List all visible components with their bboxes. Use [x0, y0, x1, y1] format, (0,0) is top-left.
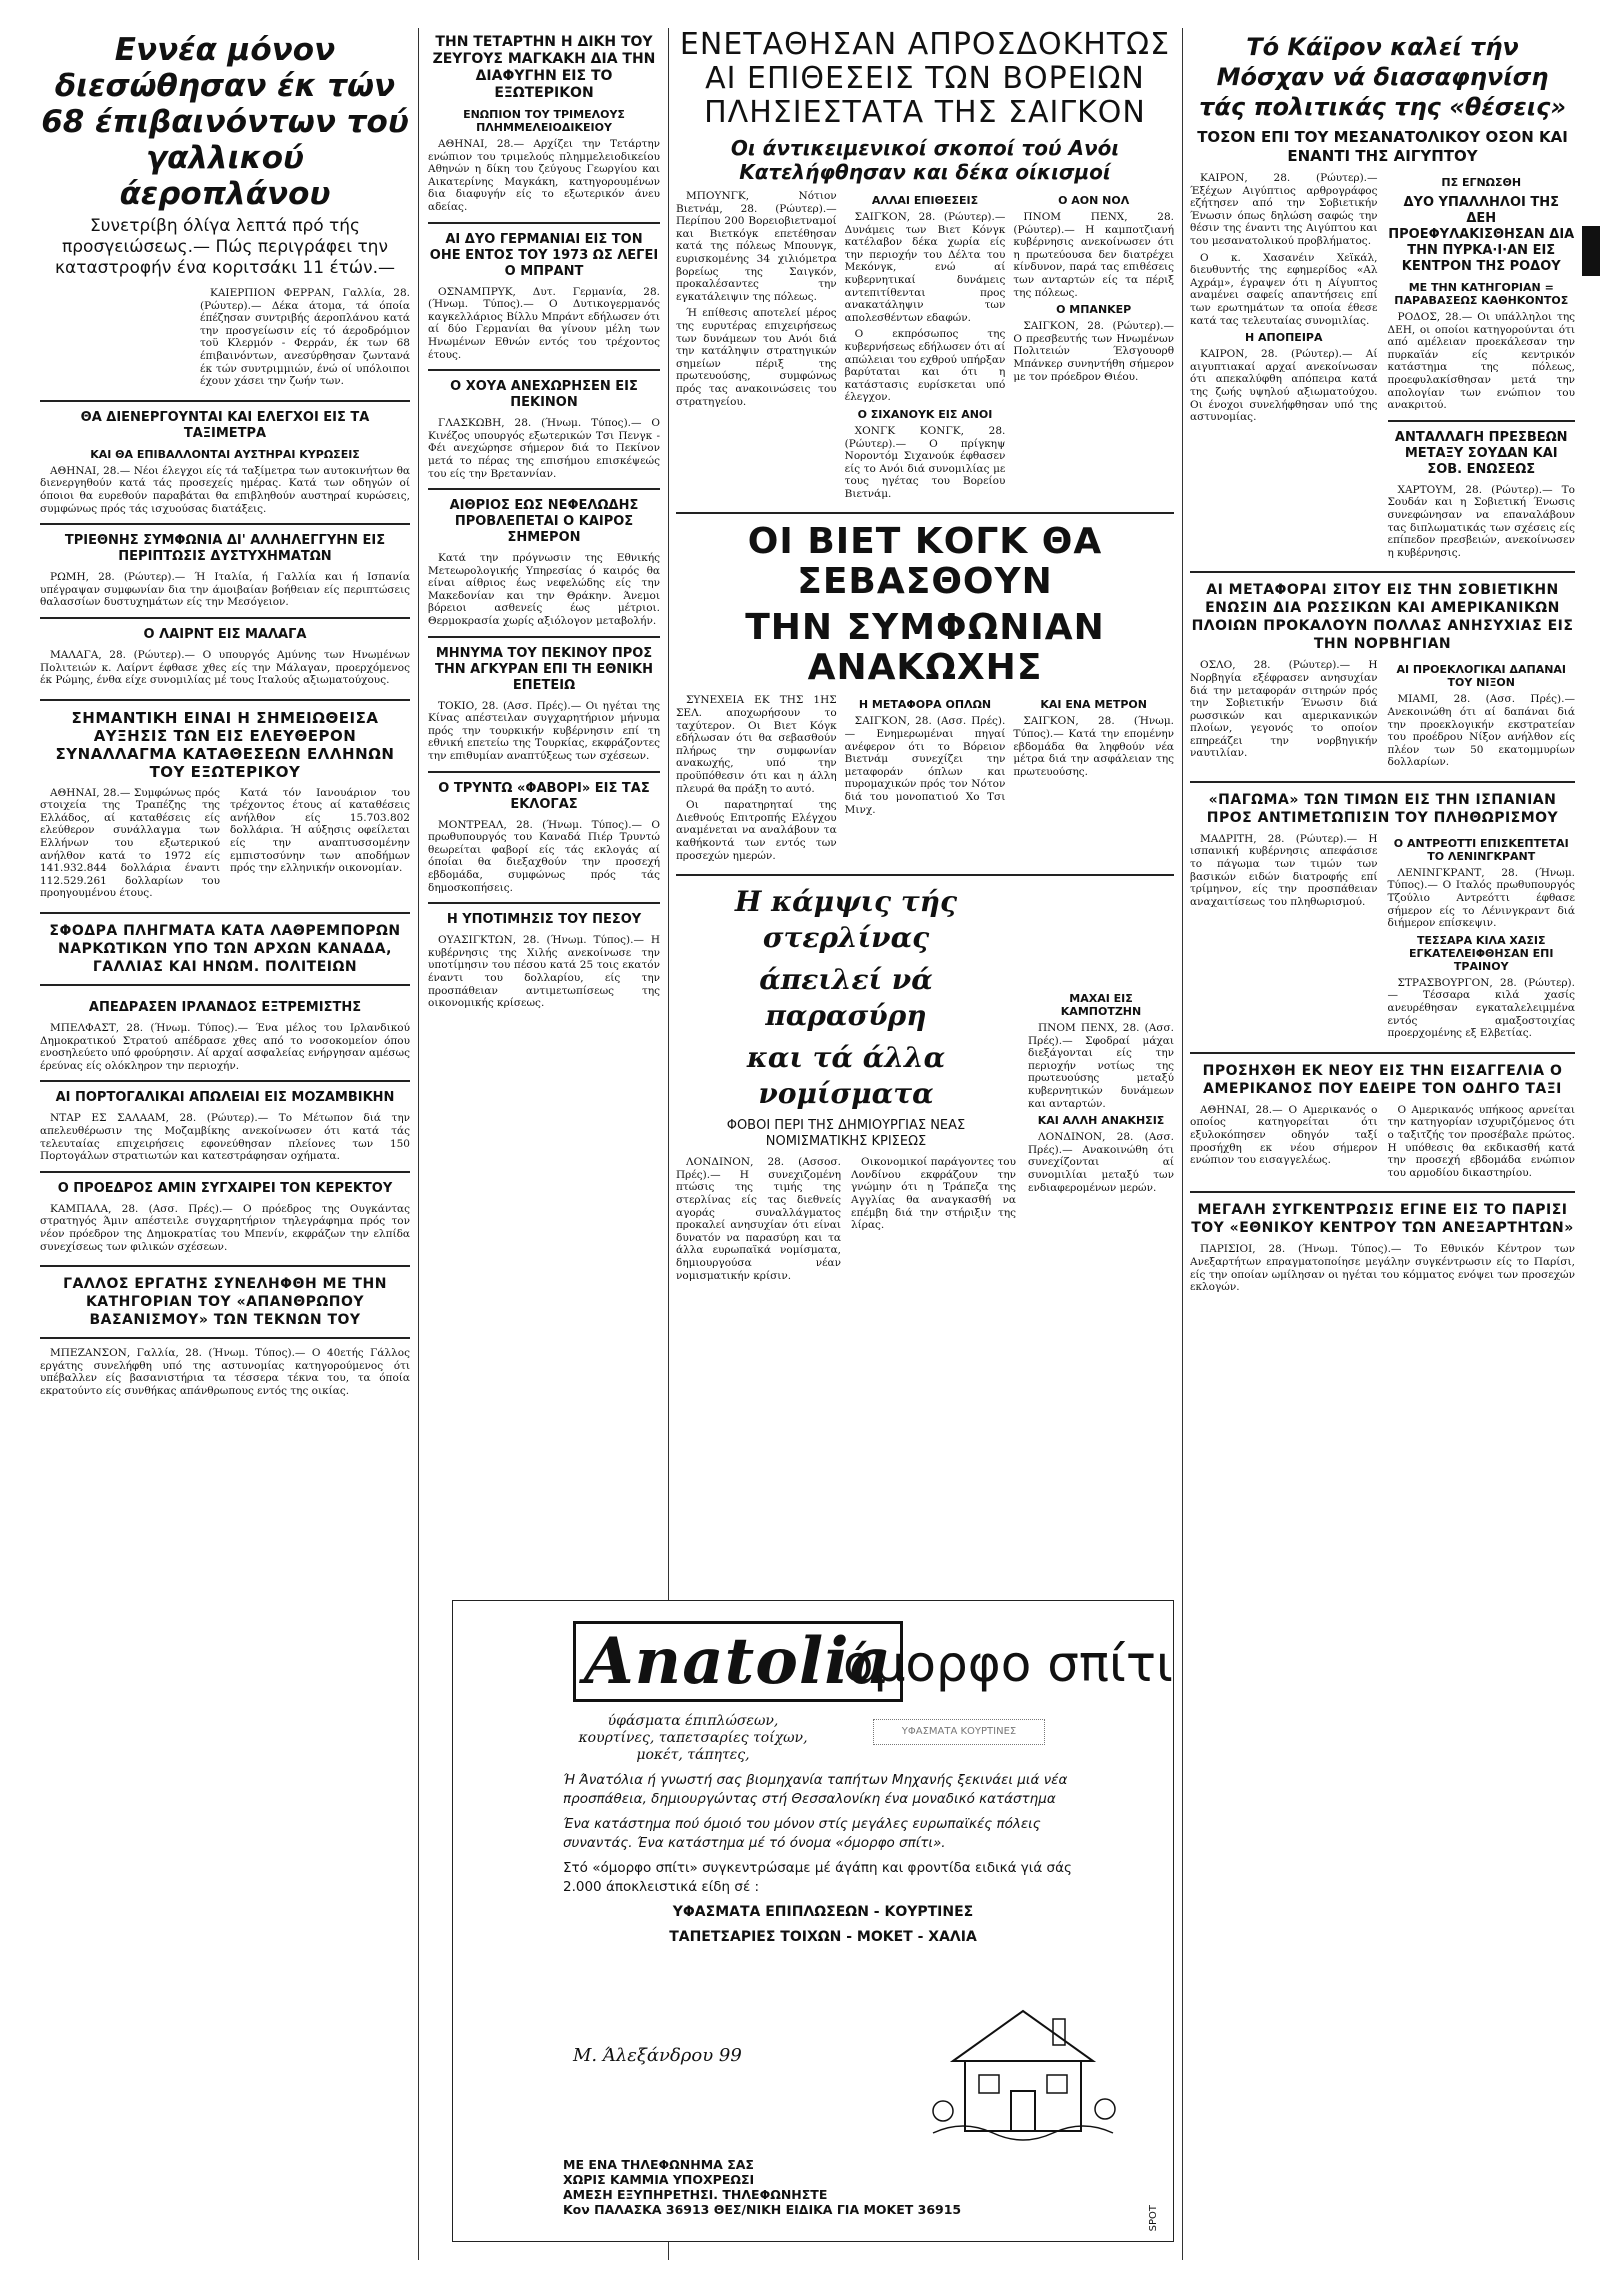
article-text: ΛΕΝΙΝΓΚΡΑΝΤ, 28. (Ήνωμ. Τύπος).— Ο Ιταλός πρωθυπουργός Τζούλιο Αντρεόττι έφθασε σήμερον είς το Λένινγκραντ διά διήμερον επίσκεψιν.	[1387, 866, 1575, 930]
article-text: Ο κ. Χασανέιν Χεϊκάλ, διευθυντής της εφημερίδος «Αλ Αχράμ», έγραψεν ότι η Αίγυπτος αναμένει σαφείς απαντήσεις επί των ερωτημάτων τα οποία έθεσε κατά τας τελευταίας συνομιλίας.	[1190, 251, 1378, 327]
headline-cairo: Τό Κάϊρον καλεί τήν Μόσχαν νά διασαφηνίση τάς πολιτικάς της «θέσεις»	[1199, 33, 1566, 121]
column-rule	[418, 28, 419, 2260]
subheadline-rhodes: ΜΕ ΤΗΝ ΚΑΤΗΓΟΡΙΑΝ = ΠΑΡΑΒΑΣΕΩΣ ΚΑΘΗΚΟΝΤΟΣ	[1394, 281, 1569, 307]
divider	[428, 488, 660, 490]
headline-maggaki: ΤΗΝ ΤΕΤΑΡΤΗΝ Η ΔΙΚΗ ΤΟΥ ΖΕΥΓΟΥΣ ΜΑΓΚΑΚΗ ΔΙΑ ΤΗΝ ΔΙΑΦΥΓΗΝ ΕΙΣ ΤΟ ΕΞΩΤΕΡΙΚΟΝ	[432, 34, 656, 101]
headline-portugal: ΑΙ ΠΟΡΤΟΓΑΛΙΚΑΙ ΑΠΩΛΕΙΑΙ ΕΙΣ ΜΟΖΑΜΒΙΚΗΝ	[55, 1090, 395, 1106]
divider	[676, 512, 1174, 514]
ad-address: Μ. Άλεξάνδρου 99	[573, 2045, 742, 2066]
headline-worker: ΓΑΛΛΟΣ ΕΡΓΑΤΗΣ ΣΥΝΕΛΗΦΘΗ ΜΕ ΤΗΝ ΚΑΤΗΓΟΡΙΑΝ ΤΟΥ «ΑΠΑΝΘΡΩΠΟΥ ΒΑΣΑΝΙΣΜΟΥ» ΤΩΝ ΤΕΚΝΩΝ ΤΟΥ	[63, 1276, 387, 1329]
subheadline-court: ΕΝΩΠΙΟΝ ΤΟΥ ΤΡΙΜΕΛΟΥΣ ΠΛΗΜΜΕΛΕΙΟΔΙΚΕΙΟΥ	[463, 108, 625, 134]
headline-peking: ΜΗΝΥΜΑ ΤΟΥ ΠΕΚΙΝΟΥ ΠΡΟΣ ΤΗΝ ΑΓΚΥΡΑΝ ΕΠΙ ΤΗ ΕΘΝΙΚΗ ΕΠΕΤΕΙΩ	[435, 645, 653, 693]
divider	[1190, 571, 1575, 573]
article-text: ΛΟΝΔΙΝΟΝ, 28. (Ασσ. Πρές).— Ανακοινώθη ότι συνεχίζονται αί συνομιλίαι μεταξύ των ενδιαφερομένων μερών.	[1028, 1131, 1174, 1194]
article-text: ΣΑΙΓΚΟΝ, 28. (Ήνωμ. Τύπος).— Κατά την επομένην εβδομάδα θα ληφθούν νέα μέτρα διά την ασφάλειαν της πρωτευούσης.	[1013, 715, 1174, 778]
headline-ira: ΑΠΕΔΡΑΣΕΝ ΙΡΛΑΝΔΟΣ ΕΞΤΡΕΜΙΣΤΗΣ	[88, 1000, 362, 1016]
ad-body-3: Στό «όμορφο σπίτι» συγκεντρώσαμε μέ άγάπη και φροντίδα ειδικά γιά σάς 2.000 άποκλειστικά είδη σέ :	[563, 1860, 1072, 1895]
headline-trudeau: Ο ΤΡΥΝΤΩ «ΦΑΒΟΡΙ» ΕΙΣ ΤΑΣ ΕΚΛΟΓΑΣ	[438, 780, 650, 812]
headline-taximeters: ΘΑ ΔΙΕΝΕΡΓΟΥΝΤΑΙ ΚΑΙ ΕΛΕΓΧΟΙ ΕΙΣ ΤΑ ΤΑΞΙΜΕΤΡΑ	[80, 409, 370, 441]
three-col-block	[676, 190, 1174, 504]
headline-bunker: Ο ΜΠΑΝΚΕΡ	[1056, 303, 1132, 317]
divider	[428, 771, 660, 773]
ad-tagline: ύφάσματα έπιπλώσεων, κουρτίνες, ταπετσαρίες τοίχων, μοκέτ, τάπητες,	[578, 1713, 808, 1763]
headline-hu: Ο ΧΟΥΑ ΑΝΕΧΩΡΗΣΕΝ ΕΙΣ ΠΕΚΙΝΟΝ	[450, 379, 638, 411]
divider	[1190, 781, 1575, 783]
article-text: ΧΟΝΓΚ ΚΟΝΓΚ, 28. (Ρώυτερ).— Ο πρίγκηψ Νοροντόμ Σιχανούκ έφθασεν είς το Ανόι διά συνομιλίας με τους ηγέτας του Βορείου Βιετνάμ.	[844, 424, 1006, 500]
headline-apopeira: Η ΑΠΟΠΕΙΡΑ	[1245, 331, 1323, 345]
divider	[1190, 1052, 1575, 1054]
label-egnosthi: ΠΣ ΕΓΝΩΣΘΗ	[1441, 176, 1522, 189]
article-text: ΜΠΕΖΑΝΣΟΝ, Γαλλία, 28. (Ήνωμ. Τύπος).— Ο 40ετής Γάλλος εργάτης συνελήφθη υπό της αστυνομίας κατηγορούμενος ότι υπέβαλλεν είς βασανιστήρια τα τέσσερα τέκνα του, τα όποία εκρατούντο είς συνθήκας απάνθρωπους εντός της οικίας.	[40, 1347, 410, 1397]
two-col-block	[1190, 833, 1575, 1044]
article-text: ΣΑΙΓΚΟΝ, 28. (Ρώυτερ).— Δυνάμεις των Βιετ Κόνγκ κατέλαβον δέκα χωρία είς την περιοχήν του Δέλτα του Μεκόνγκ, ενώ αί κυβερνητικαί δυνάμεις αντεπιτίθενται προς ανακατάληψιν των απολεσθέντων εδαφών.	[844, 211, 1006, 324]
article-text: ΜΙΑΜΙ, 28. (Ασσ. Πρές).— Ανεκοινώθη ότι αί δαπάναι διά την προεκλογικήν εκστρατείαν του προέδρου Νίξον ανήλθον είς πλέον των 50 εκατομμυρίων δολλαρίων.	[1387, 693, 1575, 769]
two-col-block	[676, 1156, 1016, 1286]
column-rule	[1182, 28, 1183, 2260]
two-col-block	[1190, 1243, 1575, 1297]
article-text: ΠΑΡΙΣΙΟΙ, 28. (Ήνωμ. Τύπος).— Το Εθνικόν Κέντρον των Ανεξαρτήτων επραγματοποίησε μεγάλην συγκέντρωσιν είς το Παρίσι, είς την οποίαν ωμίλησαν οι ηγέται του κόμματος ενόψει των προσεχών εκλογών.	[1190, 1243, 1575, 1294]
article-text: Οι παρατηρηταί της Διεθνούς Επιτροπής Ελέγχου αναμένεται να αναλάβουν τα καθήκοντά των εντός των προσεχών ημερών.	[676, 799, 837, 862]
headline-sterling-2: άπειλεί νά παρασύρη	[759, 963, 933, 1033]
headline-sihanouk: Ο ΣΙΧΑΝΟΥΚ ΕΙΣ ΑΝΟΙ	[857, 407, 993, 421]
two-col-block	[1190, 1104, 1575, 1184]
divider	[40, 617, 410, 619]
headline-sterling-1: Η κάμψις τής στερλίνας	[734, 885, 958, 955]
divider	[428, 636, 660, 638]
headline-paris-meeting: ΜΕΓΑΛΗ ΣΥΓΚΕΝΤΡΩΣΙΣ ΕΓΙΝΕ ΕΙΣ ΤΟ ΠΑΡΙΣΙ ΤΟΥ «ΕΘΝΙΚΟΥ ΚΕΝΤΡΟΥ ΤΩΝ ΑΝΕΞΑΡΤΗΤΩΝ»	[1191, 1202, 1574, 1237]
ad-products-2: ΤΑΠΕΤΣΑΡΙΕΣ ΤΟΙΧΩΝ - ΜΟΚΕΤ - ΧΑΛΙΑ	[669, 1929, 977, 1945]
divider	[40, 1265, 410, 1267]
ad-signature: SPOT	[1148, 2204, 1159, 2231]
article-text: ΟΣΛΟ, 28. (Ρώυτερ).— Η Νορβηγία εξέφρασεν ανησυχίαν διά την μεταφοράν σιτηρών πρός την Σοβιετικήν Ένωσιν διά ρωσσικών και αμερικανικών πλοίων, γεγονός το οποίον επηρεάζει την νορβηγικήν ναυτιλίαν.	[1190, 659, 1378, 760]
article-text: ΜΠΟΥΝΓΚ, Νότιον Βιετνάμ, 28. (Ρώυτερ).— Περίπου 200 Βορειοβιετναμοί και Βιετκόγκ επετέθησαν κατά της πόλεως Μπουνγκ, ευρισκομένης 34 χιλιόμετρα βορείως της Σαιγκόν, προκαλέσαντες την εγκατάλειψιν της πόλεως.	[676, 190, 837, 303]
article-text: ΡΟΔΟΣ, 28.— Οι υπάλληλοι της ΔΕΗ, οι οποίοι κατηγορούνται ότι από αμέλειαν προεκάλεσαν την πυρκαϊάν είς κεντρικόν κατάστημα της πόλεως, προεφυλακίσθησαν μετά την απολογίαν των ενώπιον του ανακριτού.	[1387, 311, 1575, 412]
subheadline-sterling: ΦΟΒΟΙ ΠΕΡΙ ΤΗΣ ΔΗΜΙΟΥΡΓΙΑΣ ΝΕΑΣ ΝΟΜΙΣΜΑΤΙΚΗΣ ΚΡΙΣΕΩΣ	[726, 1118, 966, 1150]
article-text: Ή επίθεσις αποτελεί μέρος της ευρυτέρας επιχειρήσεως των δυνάμεων του Ανόι διά την κατάληψιν στρατηγικών σημείων πέριξ της πρωτευούσης, συμφώνως πρός τας ανακοινώσεις του στρατηγείου.	[676, 307, 837, 408]
banner-line-1: ΕΝΕΤΑΘΗΣΑΝ ΑΠΡΟΣΔΟΚΗΤΩΣ	[679, 28, 1171, 62]
article-text: ΓΛΑΣΚΩΒΗ, 28. (Ήνωμ. Τύπος).— Ο Κινέζος υπουργός εξωτερικών Τσι Πενγκ - Φέι ανεχώρησε σήμερον διά το Πεκίνον μετά το πέρας της επισήμου επισκέψεώς του είς την Βρεταννίαν.	[428, 417, 660, 480]
ad-logo-text: Anatolia	[573, 1621, 903, 1702]
ad-footer-2: ΧΩΡΙΣ ΚΑΜΜΙΑ ΥΠΟΧΡΕΩΣΙ	[563, 2172, 755, 2187]
headline-other-attacks: ΑΛΛΑΙ ΕΠΙΘΕΣΕΙΣ	[871, 194, 979, 207]
article-text: Κατά την πρόγνωσιν της Εθνικής Μετεωρολογικής Υπηρεσίας ό καιρός θα είναι αίθριος έως νεφελώδης είς την Μακεδονίαν και την Θράκην. Άνεμοι βόρειοι ασθενείς έως μέτριοι. Θερμοκρασία χωρίς αξιόλογον μεταβολήν.	[428, 552, 660, 628]
headline-hashish: ΤΕΣΣΑΡΑ ΚΙΛΑ ΧΑΣΙΣ ΕΓΚΑΤΕΛΕΙΦΘΗΣΑΝ ΕΠΙ ΤΡΑΙΝΟΥ	[1409, 933, 1554, 973]
article-text: ΣΑΙΓΚΟΝ, 28. (Ρώυτερ).— Ο πρεσβευτής των Ηνωμένων Πολιτειών Έλσγουορθ Μπάνκερ συνηντήθη σήμερον με τον πρόεδρον Θιέου.	[1013, 320, 1174, 383]
ad-title: όμορφο σπίτι	[843, 1635, 1173, 1693]
article-text: ΜΑΛΑΓΑ, 28. (Ρώυτερ).— Ο υπουργός Αμύνης των Ηνωμένων Πολιτειών κ. Λαίρντ έφθασε χθες είς την Μάλαγαν, προερχόμενος έκ Ρώμης, ένθα είχε συνομιλίας μέ τους Ιταλούς αξιωματούχους.	[40, 648, 410, 687]
article-text: ΛΟΝΔΙΝΟΝ, 28. (Ασσοσ. Πρές).— Η συνεχιζομένη πτώσις της τιμής της στερλίνας είς τας διεθνείς αγοράς συναλλάγματος προκαλεί ανησυχίαν ότι είναι δυνατόν να παρασύρη και τα άλλα ευρωπαϊκά νομίσματα, δημιουργούσα νέαν νομισματικήν κρίσιν.	[676, 1156, 841, 1282]
banner-subheadline: Οι άντικειμενικοί σκοποί τού Ανόι Κατελήφθησαν και δέκα οίκισμοί	[730, 136, 1120, 184]
article-text: ΑΘΗΝΑΙ, 28.— Νέοι έλεγχοι είς τά ταξίμετρα των αυτοκινήτων θα διενεργηθούν κατά τάς προσεχείς ημέρας. Κατά των οδηγών οί όποιοι θα ευρεθούν παραβάται θα επιβληθούν αυστηραί κυρώσεις, συμφώνως πρός τάς ισχυούσας διατάξεις.	[40, 464, 410, 515]
column-4	[1190, 28, 1575, 1298]
ad-mini-label: ΥΦΑΣΜΑΤΑ ΚΟΥΡΤΙΝΕΣ	[873, 1719, 1045, 1745]
divider	[1190, 1191, 1575, 1193]
article-text: ΣΤΡΑΣΒΟΥΡΓΟΝ, 28. (Ρώυτερ).— Τέσσαρα κιλά χασίς ανευρέθησαν εγκαταλελειμμένα εντός αμαξοστοιχίας προερχομένης εξ Ελβετίας.	[1387, 976, 1575, 1040]
edge-fragment	[1582, 226, 1600, 276]
two-col-block	[40, 994, 410, 1257]
article-text: ΑΘΗΝΑΙ, 28.— Αρχίζει την Τετάρτην ενώπιον του τριμελούς πλημμελειοδικείου Αθηνών η δίκη του ζεύγους Γεωργίου και Αικατερίνης Μαγκάκη, κατηγορουμένων δια διαφυγήν είς το εξωτερικόν άνευ αδείας.	[428, 138, 660, 213]
subheadline-cairo: ΤΟΣΟΝ ΕΠΙ ΤΟΥ ΜΕΣΑΝΑΤΟΛΙΚΟΥ ΟΣΟΝ ΚΑΙ ΕΝΑΝΤΙ ΤΗΣ ΑΙΓΥΠΤΟΥ	[1197, 128, 1568, 165]
ad-footer-4: Κον ΠΑΛΑΣΚΑ 36913 ΘΕΣ/ΝΙΚΗ ΕΙΔΙΚΑ ΓΙΑ ΜΟΚΕΤ 36915	[563, 2202, 962, 2217]
subheadline-taximeters: ΚΑΙ ΘΑ ΕΠΙΒΑΛΛΟΝΤΑΙ ΑΥΣΤΗΡΑΙ ΚΥΡΩΣΕΙΣ	[90, 447, 360, 461]
headline-peso: Η ΥΠΟΤΙΜΗΣΙΣ ΤΟΥ ΠΕΣΟΥ	[446, 912, 642, 928]
headline-measures: ΚΑΙ ΕΝΑ ΜΕΤΡΟΝ	[1040, 698, 1147, 712]
article-text: Οικονομικοί παράγοντες του Λονδίνου εκφράζουν την γνώμην ότι η Τράπεζα της Αγγλίας θα αναγκασθή να επέμβη διά την στήριξιν της λίρας.	[851, 1156, 1016, 1232]
headline-sterling-3: και τά άλλα νομίσματα	[746, 1041, 946, 1111]
divider	[40, 1337, 410, 1339]
article-text: ΚΑΙΡΟΝ, 28. (Ρώυτερ).— Έξέχων Αιγύπτιος αρθρογράφος εζήτησεν από την Σοβιετικήν Ένωσιν όπως δηλώση σαφώς την θέσιν της έναντι της Αιγύπτου και του μεσανατολικού προβλήματος.	[1190, 172, 1378, 247]
two-col-block	[40, 787, 410, 904]
article-text: ΣΥΝΕΧΕΙΑ ΕΚ ΤΗΣ 1ΗΣ ΣΕΛ. αποχωρήσουν το ταχύτερον. Οι Βιετ Κόγκ εδήλωσαν ότι θα σεβασθούν πλήρως την συμφωνίαν ανακωχής, υπό την προϋπόθεσιν ότι και η άλλη πλευρά θα πράξη το αυτό.	[676, 694, 837, 795]
article-text: ΠΝΟΜ ΠΕΝΧ, 28. (Ρώυτερ).— Η καμποτζιανή κυβέρνησις ανεκοίνωσεν ότι η πρωτεύουσα δεν διατρέχει κίνδυνον, παρά τας επιθέσεις των ανταρτών είς τα πέριξ της πόλεως.	[1013, 211, 1174, 299]
article-text: ΠΝΟΜ ΠΕΝΧ, 28. (Ασσ. Πρές).— Σφοδραί μάχαι διεξάγονται είς την περιοχήν νοτίως της πρωτευούσης μεταξύ κυβερνητικών δυνάμεων και ανταρτών.	[1028, 1022, 1174, 1110]
article-text: Ο εκπρόσωπος της κυβερνήσεως εδήλωσεν ότι αί απώλειαι του εχθρού υπήρξαν βαρύταται και ότι η κατάστασις ευρίσκεται υπό έλεγχον.	[844, 328, 1006, 404]
divider	[40, 984, 410, 986]
divider	[676, 874, 1174, 876]
column-2	[428, 28, 660, 1014]
two-col-block	[1190, 659, 1575, 773]
article-text: ΜΑΔΡΙΤΗ, 28. (Ρώυτερ).— Η ισπανική κυβέρνησις απεφάσισε το πάγωμα των τιμών των βασικών ειδών διατροφής επί τρίμηνον, είς την προσπάθειαν αναχαιτίσεως του πληθωρισμού.	[1190, 832, 1378, 908]
headline-weather: ΑΙΘΡΙΟΣ ΕΩΣ ΝΕΦΕΛΩΔΗΣ ΠΡΟΒΛΕΠΕΤΑΙ Ο ΚΑΙΡΟΣ ΣΗΜΕΡΟΝ	[449, 498, 639, 546]
divider	[40, 400, 410, 402]
house-illustration-icon	[923, 2001, 1123, 2141]
two-col-block	[1190, 172, 1575, 563]
sterling-block	[676, 884, 1016, 1286]
advertisement	[452, 1600, 1174, 2242]
article-text: ΚΑΙΕΡΠΙΟΝ ΦΕΡΡΑΝ, Γαλλία, 28. (Ρώυτερ).— Δέκα άτομα, τά όποία έπέζησαν συντριβής άεροπλάνου κατά την προσγείωσιν είς τό άεροδρόμιον τοϋ Κλερμόν - Φερράν, έκ των 68 έπιβαινόντων, ανεσύρθησαν ζωντανά έκ τών συντριμμιών, ένώ οί υπόλοιποι έχουν χάσει την ζωήν των.	[200, 287, 410, 388]
article-text: ΝΤΑΡ ΕΣ ΣΑΛΑΑΜ, 28. (Ρώυτερ).— Το Μέτωπον διά την απελευθέρωσιν της Μοζαμβίκης ανεκοίνωσεν ότι κατά τάς τελευταίας επιχειρήσεις εφονεύθησαν πλείονες των 150 Πορτογάλων στρατιωτών και κατεστράφησαν οχήματα.	[40, 1112, 410, 1163]
divider	[428, 369, 660, 371]
article-text: ΤΟΚΙΟ, 28. (Ασσ. Πρές).— Οι ηγέται της Κίνας απέστειλαν συγχαρητήριον μήνυμα πρός την τουρκικήν κυβέρνησιν επί τη εθνική επετείω της Τουρκίας, εκφράζοντες την επιθυμίαν αναπτύξεως των σχέσεων.	[428, 699, 660, 763]
three-col-block	[676, 694, 1174, 866]
article-text: ΑΘΗΝΑΙ, 28.— Ο Αμερικανός ο οποίος κατηγορείται ότι εξυλοκόπησεν οδηγόν ταξί προσήχθη εκ νέου σήμερον ενώπιον του εισαγγελέως.	[1190, 1103, 1378, 1167]
divider	[40, 912, 410, 914]
column-1	[40, 28, 410, 1402]
divider	[1388, 420, 1576, 422]
article-text: ΧΑΡΤΟΥΜ, 28. (Ρώυτερ).— Το Σουδάν και η Σοβιετική Ένωσις συνεφώνησαν να επαναλάβουν τας διπλωματικάς των σχέσεις είς επίπεδον πρεσβειών, ανεκοίνωσεν η κυβέρνησις.	[1387, 483, 1575, 559]
headline-plane-crash: Εννέα μόνον διεσώθησαν έκ τών 68 έπιβαινόντων τού γαλλικού άεροπλάνου	[41, 32, 409, 212]
divider	[40, 1080, 410, 1082]
article-text: ΜΟΝΤΡΕΑΛ, 28. (Ήνωμ. Τύπος).— Ο πρωθυπουργός του Καναδά Πιέρ Τρυντώ θεωρείται φαβορί είς τάς εκλογάς αί όποίαι θα διεξαχθούν την προσεχή εβδομάδα, συμφώνως πρός τάς δημοσκοπήσεις.	[428, 818, 660, 894]
divider	[40, 1171, 410, 1173]
subheadline-plane-crash: Συνετρίβη όλίγα λεπτά πρό τής προσγειώσεως.— Πώς περιγράφει την καταστροφήν ένα κοριτσάκι 11 έτών.—	[55, 216, 395, 278]
headline-spain: «ΠΑΓΩΜΑ» ΤΩΝ ΤΙΜΩΝ ΕΙΣ ΤΗΝ ΙΣΠΑΝΙΑΝ ΠΡΟΣ ΑΝΤΙΜΕΤΩΠΙΣΙΝ ΤΟΥ ΠΛΗΘΩΡΙΣΜΟΥ	[1206, 791, 1559, 826]
headline-laird: Ο ΛΑΙΡΝΤ ΕΙΣ ΜΑΛΑΓΑ	[143, 626, 307, 642]
headline-treaty: ΤΡΙΕΘΝΗΣ ΣΥΜΦΩΝΙΑ ΔΙ' ΑΛΛΗΛΕΓΓΥΗΝ ΕΙΣ ΠΕΡΙΠΤΩΣΙΣ ΔΥΣΤΥΧΗΜΑΤΩΝ	[64, 533, 386, 565]
ad-footer-1: ΜΕ ΕΝΑ ΤΗΛΕΦΩΝΗΜΑ ΣΑΣ	[563, 2157, 754, 2172]
ad-body	[563, 1771, 1083, 1947]
column-3	[676, 28, 1174, 1588]
headline-lon-nol: Ο ΑΟΝ ΝΟΛ	[1058, 194, 1130, 207]
headline-ambassadors: ΑΝΤΑΛΛΑΓΗ ΠΡΕΣΒΕΩΝ ΜΕΤΑΞΥ ΣΟΥΔΑΝ ΚΑΙ ΣΟΒ. ΕΝΩΣΕΩΣ	[1394, 429, 1568, 477]
article-text: Ο Αμερικανός υπήκοος αρνείται την κατηγορίαν ισχυριζόμενος ότι ο ταξιτζής τον προσέβαλε πρώτος. Η υπόθεσις θα εκδικασθή κατά την προσεχή εβδομάδα ενώπιον του αρμοδίου δικαστηρίου.	[1387, 1103, 1575, 1179]
headline-cambodia: ΜΑΧΑΙ ΕΙΣ ΚΑΜΠΟΤΖΗΝ	[1060, 992, 1142, 1018]
ad-footer	[563, 2157, 1083, 2217]
headline-andreotti: Ο ΑΝΤΡΕΟΤΤΙ ΕΠΙΣΚΕΠΤΕΤΑΙ ΤΟ ΛΕΝΙΝΓΚΡΑΝΤ	[1393, 836, 1569, 863]
headline-another: ΚΑΙ ΑΛΛΗ ΑΝΑΚΗΣΙΣ	[1037, 1114, 1165, 1128]
article-text: ΜΠΕΛΦΑΣΤ, 28. (Ήνωμ. Τύπος).— Ένα μέλος του Ιρλανδικού Δημοκρατικού Στρατού απέδρασε χθες από το νοσοκομείον όπου ενοσηλεύετο υπό φρούρησιν. Αί αρχαί ασφαλείας ενήργησαν αμέσως έρεύνας είς ολόκληρον την περιοχήν.	[40, 1022, 410, 1072]
divider	[428, 222, 660, 224]
divider	[40, 523, 410, 525]
article-text: ΣΑΙΓΚΟΝ, 28. (Ασσ. Πρές).— Ενημερωμέναι πηγαί ανέφερον ότι το Βόρειον Βιετνάμ συνεχίζει την μεταφοράν όπλων και πυρομαχικών πρός τον Νότον διά του μονοπατιού Χο Τσι Μινχ.	[844, 715, 1006, 816]
headline-germany: ΑΙ ΔΥΟ ΓΕΡΜΑΝΙΑΙ ΕΙΣ ΤΟΝ ΟΗΕ ΕΝΤΟΣ ΤΟΥ 1973 ΩΣ ΛΕΓΕΙ Ο ΜΠΡΑΝΤ	[429, 231, 659, 279]
two-col-block	[40, 1347, 410, 1401]
article-text: ΚΑΙΡΟΝ, 28. (Ρώυτερ).— Αί αιγυπτιακαί αρχαί ανεκοίνωσαν ότι απεκαλύφθη απόπειρα κατά της ζωής υψηλού αξιωματούχου. Οι ένοχοι συνελήφθησαν υπό της αστυνομίας.	[1190, 348, 1378, 424]
headline-deposits: ΣΗΜΑΝΤΙΚΗ ΕΙΝΑΙ Η ΣΗΜΕΙΩΘΕΙΣΑ ΑΥΞΗΣΙΣ ΤΩΝ ΕΙΣ ΕΛΕΥΘΕΡΟΝ ΣΥΝΑΛΛΑΓΜΑ ΚΑΤΑΘΕΣΕΩΝ ΕΛΛΗΝΩΝ ΤΟΥ ΕΞΩΤΕΡΙΚΟΥ	[55, 708, 395, 781]
banner-line-3: ΠΛΗΣΙΕΣΤΑΤΑ ΤΗΣ ΣΑΙΓΚΟΝ	[704, 95, 1146, 130]
headline-american-taxi: ΠΡΟΣΗΧΘΗ ΕΚ ΝΕΟΥ ΕΙΣ ΤΗΝ ΕΙΣΑΓΓΕΛΙΑ Ο ΑΜΕΡΙΚΑΝΟΣ ΠΟΥ ΕΔΕΙΡΕ ΤΟΝ ΟΔΗΓΟ ΤΑΞΙ	[1202, 1062, 1563, 1097]
article-text: ΚΑΜΠΑΛΑ, 28. (Ασσ. Πρές).— Ο πρόεδρος της Ουγκάντας στρατηγός Άμιν απέστειλε συγχαρητήριον τηλεγράφημα πρός τον νέον πρόεδρον της Δημοκρατίας του Μπενίν, εκφράζων την ελπίδα συνεχίσεως των φιλικών σχέσεων.	[40, 1202, 410, 1253]
divider	[40, 699, 410, 701]
headline-drugs: ΣΦΟΔΡΑ ΠΛΗΓΜΑΤΑ ΚΑΤΑ ΛΑΘΡΕΜΠΟΡΩΝ ΝΑΡΚΩΤΙΚΩΝ ΥΠΟ ΤΩΝ ΑΡΧΩΝ ΚΑΝΑΔΑ, ΓΑΛΛΙΑΣ ΚΑΙ ΗΝΩΜ. ΠΟΛΙΤΕΙΩΝ	[49, 923, 401, 976]
ad-products-1: ΥΦΑΣΜΑΤΑ ΕΠΙΠΛΩΣΕΩΝ - ΚΟΥΡΤΙΝΕΣ	[672, 1904, 974, 1920]
headline-grain: ΑΙ ΜΕΤΑΦΟΡΑΙ ΣΙΤΟΥ ΕΙΣ ΤΗΝ ΣΟΒΙΕΤΙΚΗΝ ΕΝΩΣΙΝ ΔΙΑ ΡΩΣΣΙΚΩΝ ΚΑΙ ΑΜΕΡΙΚΑΝΙΚΩΝ ΠΛΟΙΩΝ ΠΡΟΚΑΛΟΥΝ ΠΟΛΛΑΣ ΑΝΗΣΥΧΙΑΣ ΕΙΣ ΤΗΝ ΝΟΡΒΗΓΙΑΝ	[1191, 582, 1574, 653]
headline-vietcong-2: ΤΗΝ ΣΥΜΦΩΝΙΑΝ ΑΝΑΚΩΧΗΣ	[745, 607, 1105, 689]
two-col-block	[40, 392, 410, 691]
article-text: ΡΩΜΗ, 28. (Ρώυτερ).— Ή Ιταλία, ή Γαλλία και ή Ισπανία υπέγραψαν συμφωνίαν δια την άμοιβαίαν βοήθειαν είς περιπτώσεις θαλασσίων δυστυχημάτων είς την Μεσόγειον.	[40, 571, 410, 609]
article-text: ΟΣΝΑΜΠΡΥΚ, Δυτ. Γερμανία, 28. (Ήνωμ. Τύπος).— Ο Δυτικογερμανός καγκελλάριος Βίλλυ Μπράντ εδήλωσεν ότι αί δύο Γερμανίαι θα γίνουν μέλη των Ηνωμένων Εθνών εντός του τρέχοντος έτους.	[428, 285, 660, 361]
headline-nixon-spending: ΑΙ ΠΡΟΕΚΛΟΓΙΚΑΙ ΔΑΠΑΝΑΙ ΤΟΥ ΝΙΞΟΝ	[1396, 663, 1567, 690]
article-text: ΑΘΗΝΑΙ, 28.— Συμφώνως πρός στοιχεία της Τραπέζης της Ελλάδος, αί καταθέσεις είς ελεύθερον συνάλλαγμα των Ελλήνων του εξωτερικού ανήλθον κατά το 1972 είς 141.932.844 δολλάρια έναντι 112.529.261 δολλαρίων του προηγουμένου έτους.	[40, 786, 220, 900]
headline-vietcong-1: ΟΙ ΒΙΕΤ ΚΟΓΚ ΘΑ ΣΕΒΑΣΘΟΥΝ	[747, 521, 1103, 603]
ad-body-1: Ή Άνατόλια ή γνωστή σας βιομηχανία ταπήτων Μηχανής ξεκινάει μιά νέα προσπάθεια, δημιουργώντας στή Θεσσαλονίκη ένα μοναδικό κατάστημα	[563, 1772, 1068, 1807]
headline-amin: Ο ΠΡΟΕΔΡΟΣ ΑΜΙΝ ΣΥΓΧΑΙΡΕΙ ΤΟΝ ΚΕΡΕΚΤΟΥ	[57, 1180, 393, 1196]
divider	[428, 902, 660, 904]
article-text: ΟΥΑΣΙΓΚΤΩΝ, 28. (Ήνωμ. Τύπος).— Η κυβέρνησις της Χιλής ανεκοίνωσε την υποτίμησιν του πέσου κατά 25 τοις εκατόν έναντι του δολλαρίου, είς την προσπάθειαν αντιμετωπίσεως της οικονομικής κρίσεως.	[428, 934, 660, 1010]
side-column	[1028, 988, 1174, 1198]
headline-rhodes: ΔΥΟ ΥΠΑΛΛΗΛΟΙ ΤΗΣ ΔΕΗ ΠΡΟΕΦΥΛΑΚΙΣΘΗΣΑΝ ΔΙΑ ΤΗΝ ΠΥΡΚΑ·Ι·ΑΝ ΕΙΣ ΚΕΝΤΡΟΝ ΤΗΣ ΡΟΔΟΥ	[1388, 195, 1575, 274]
article-text: Κατά τόν Ιανουάριον του τρέχοντος έτους αί καταθέσεις ανήλθον είς 15.703.802 δολλάρια. Ή αύξησις οφείλεται είς την αναπτυσσομένην εμπιστοσύνην των αποδήμων πρός την ελληνικήν οικονομίαν.	[230, 786, 410, 875]
ad-body-2: Ένα κατάστημα πού όμοιό του μόνον στίς μεγάλες ευρωπαϊκές πόλεις συναντάς. Ένα κατάστημα μέ τό όνομα «όμορφο σπίτι».	[563, 1816, 1041, 1851]
banner-line-2: ΑΙ ΕΠΙΘΕΣΕΙΣ ΤΩΝ ΒΟΡΕΙΩΝ	[705, 61, 1145, 96]
headline-transport: Η ΜΕΤΑΦΟΡΑ ΟΠΛΩΝ	[858, 698, 992, 712]
ad-footer-3: ΑΜΕΣΗ ΕΞΥΠΗΡΕΤΗΣΙ. ΤΗΛΕΦΩΝΗΣΤΕ	[563, 2187, 828, 2202]
